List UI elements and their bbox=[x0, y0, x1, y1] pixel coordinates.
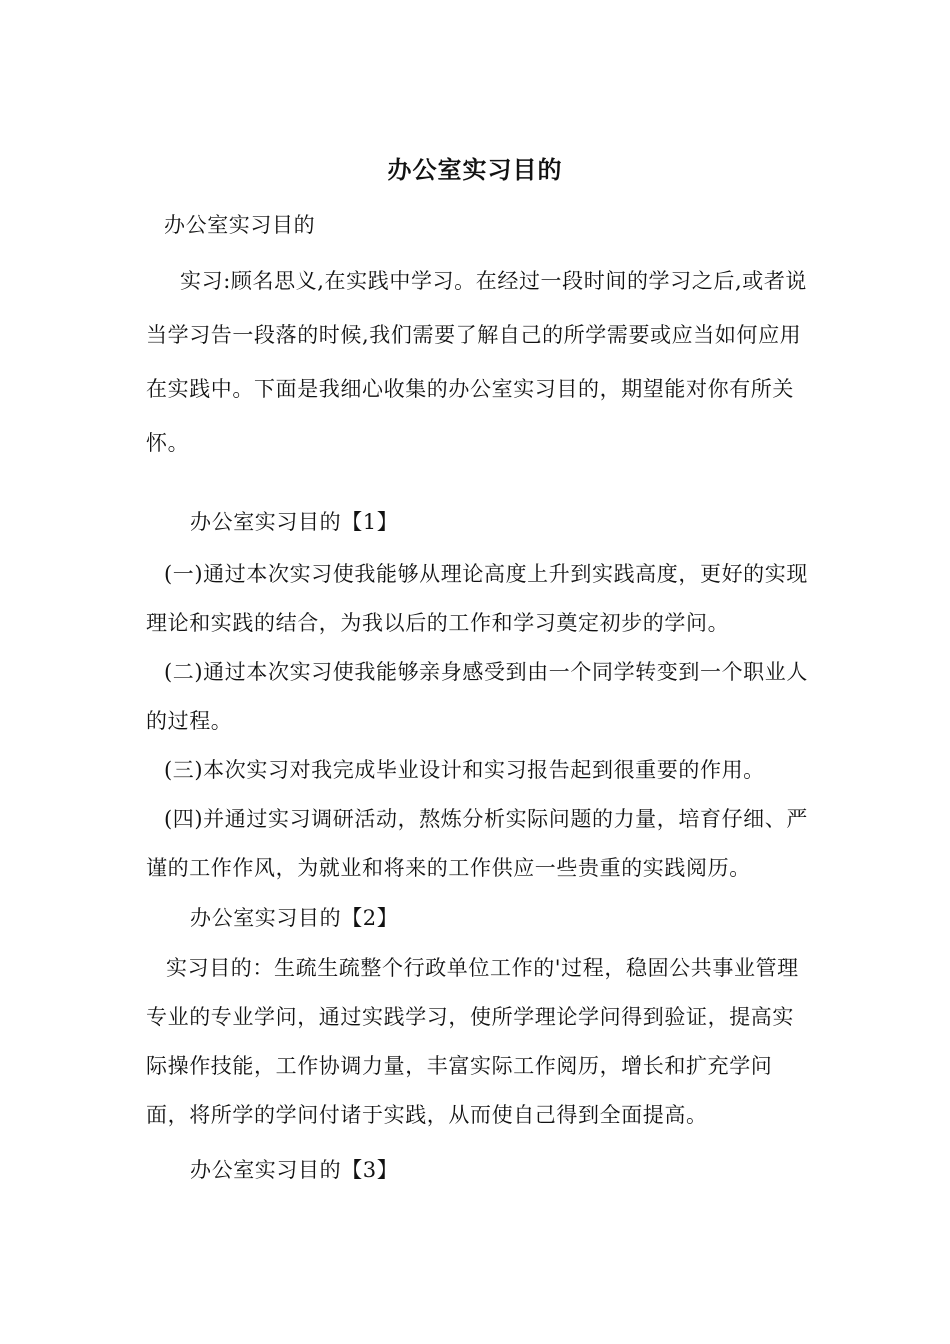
section-1-body bbox=[146, 550, 808, 893]
document-title: 办公室实习目的 bbox=[387, 155, 563, 184]
document-subtitle: 办公室实习目的 bbox=[164, 213, 316, 237]
section-1-item-2: (二)通过本次实习使我能够亲身感受到由一个同学转变到一个职业人的过程。 bbox=[146, 660, 808, 733]
section-heading-3: 办公室实习目的【3】 bbox=[190, 1158, 399, 1182]
section-heading-2: 办公室实习目的【2】 bbox=[190, 906, 399, 930]
section-1-item-1: (一)通过本次实习使我能够从理论高度上升到实践高度，更好的实现理论和实践的结合，为我以后的工作和学习奠定初步的学问。 bbox=[146, 562, 808, 635]
section-heading-1: 办公室实习目的【1】 bbox=[190, 510, 399, 534]
section-2-body bbox=[146, 944, 808, 1140]
section-1-item-4: (四)并通过实习调研活动，熬炼分析实际问题的力量，培育仔细、严谨的工作作风，为就业和将来的工作供应一些贵重的实践阅历。 bbox=[146, 807, 808, 880]
section-2-paragraph: 实习目的：生疏生疏整个行政单位工作的'过程，稳固公共事业管理专业的专业学问，通过实践学习，使所学理论学问得到验证，提高实际操作技能，工作协调力量，丰富实际工作阅历，增长和扩充学问面，将所学的学问付诸于实践，从而使自己得到全面提高。 bbox=[146, 956, 799, 1127]
section-1-item-3: (三)本次实习对我完成毕业设计和实习报告起到很重要的作用。 bbox=[164, 758, 765, 782]
intro-paragraph: 实习:顾名思义,在实践中学习。在经过一段时间的学习之后,或者说当学习告一段落的时候,我们需要了解自己的所学需要或应当如何应用在实践中。下面是我细心收集的办公室实习目的，期望能对你有所关怀。 bbox=[146, 269, 808, 455]
